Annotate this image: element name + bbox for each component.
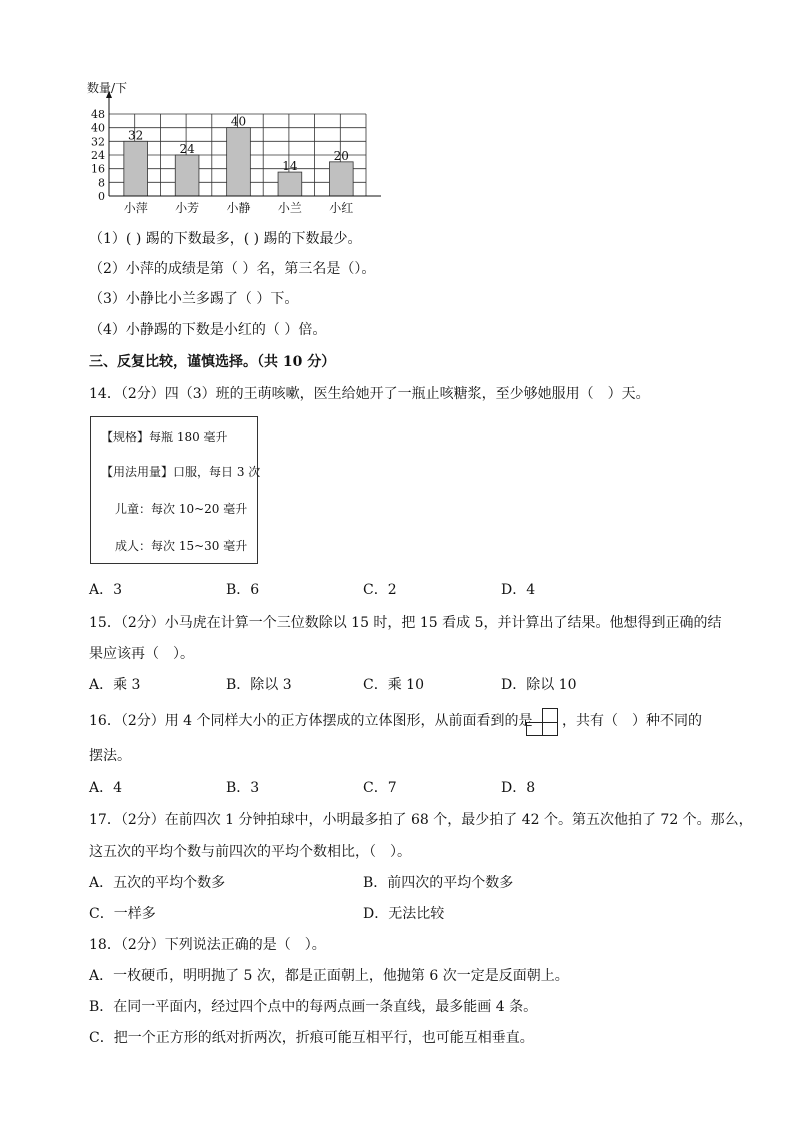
q17-option-c[interactable]: C．一样多 [89,906,156,922]
q14-option-c[interactable]: C．2 [363,582,397,598]
q17-line1: 17．（2分）在前四次 1 分钟拍球中，小明最多拍了 68 个，最少拍了 42 个。第五次他拍了 72 个。那么， [89,812,753,828]
q16-line2: 摆法。 [89,748,131,764]
x-tick-label: 小萍 [123,201,148,215]
q13-sub3: （3）小静比小兰多踢了（ ）下。 [89,291,299,307]
q17-option-a[interactable]: A．五次的平均个数多 [89,875,226,891]
q17-option-d[interactable]: D．无法比较 [363,906,445,922]
q14-option-a[interactable]: A．3 [89,582,123,598]
y-tick-label: 8 [98,176,105,190]
y-tick-label: 40 [91,121,105,135]
bar [124,141,148,196]
q16-option-d[interactable]: D．8 [501,780,536,796]
q14-option-d[interactable]: D．4 [501,582,536,598]
q17-line2: 这五次的平均个数与前四次的平均个数相比，（ ）。 [89,844,411,860]
q15-option-c[interactable]: C．乘 10 [363,677,424,693]
section-title: 三、反复比较，谨慎选择。（共 10 分） [89,354,336,370]
q13-sub2: （2）小萍的成绩是第（ ）名，第三名是（）。 [89,261,376,277]
q18-option-b[interactable]: B．在同一平面内，经过四个点中的每两点画一条直线，最多能画 4 条。 [89,999,538,1015]
bar-value-label: 20 [333,148,349,163]
front-view-figure [526,708,558,736]
y-tick-label: 16 [91,162,105,176]
q18-option-c[interactable]: C．把一个正方形的纸对折两次，折痕可能互相平行，也可能互相垂直。 [89,1030,534,1046]
q13-sub4: （4）小静踢的下数是小红的（ ）倍。 [89,322,327,338]
q16-option-c[interactable]: C．7 [363,780,397,796]
q15-option-a[interactable]: A．乘 3 [89,677,141,693]
x-tick-label: 小静 [226,201,251,215]
label-spec: 【规格】每瓶 180 毫升 [101,430,228,444]
q16-option-a[interactable]: A．4 [89,780,123,796]
bar-value-label: 32 [128,128,144,143]
bar [278,172,302,196]
q15-option-b[interactable]: B．除以 3 [226,677,292,693]
q16-line1b: ，共有（ ）种不同的 [562,713,702,729]
q13-sub1: （1）( ) 踢的下数最多，( ) 踢的下数最少。 [89,231,362,247]
q17-option-b[interactable]: B．前四次的平均个数多 [363,875,514,891]
bar-value-label: 14 [282,159,298,174]
y-tick-label: 24 [91,149,105,162]
q14-option-b[interactable]: B．6 [226,582,260,598]
bar-chart [85,78,385,218]
q16-line1a: 16．（2分）用 4 个同样大小的正方体摆成的立体图形，从前面看到的是 [89,713,533,729]
bar [329,162,353,196]
q18-stem: 18．（2分）下列说法正确的是（ ）。 [89,937,326,953]
q14-stem: 14．（2分）四（3）班的王萌咳嗽，医生给她开了一瓶止咳糖浆，至少够她服用（ ）天。 [89,386,650,402]
bar-value-label: 40 [230,114,247,129]
medicine-label-box [90,416,261,564]
q15-line2: 果应该再（ ）。 [89,646,194,662]
q16-option-b[interactable]: B．3 [226,780,260,796]
label-child: 儿童：每次 10~20 毫升 [115,502,248,516]
y-tick-label: 48 [91,108,105,121]
q15-option-d[interactable]: D．除以 10 [501,677,577,693]
x-tick-label: 小芳 [175,201,200,215]
label-usage: 【用法用量】口服，每日 3 次 [101,465,261,479]
bar-value-label: 24 [179,142,195,156]
y-tick-label: 32 [91,135,105,149]
bar [227,128,251,196]
q15-line1: 15．（2分）小马虎在计算一个三位数除以 15 时，把 15 看成 5，并计算出了结果。他想得到正确的结 [89,615,722,631]
q18-option-a[interactable]: A．一枚硬币，明明抛了 5 次，都是正面朝上，他抛第 6 次一定是反面朝上。 [89,968,569,984]
label-adult: 成人：每次 15~30 毫升 [115,539,248,553]
y-tick-label: 0 [98,190,105,203]
bar [175,155,199,196]
x-tick-label: 小兰 [277,201,302,215]
x-tick-label: 小红 [329,201,354,215]
y-axis-title: 数量/下 [87,81,128,95]
